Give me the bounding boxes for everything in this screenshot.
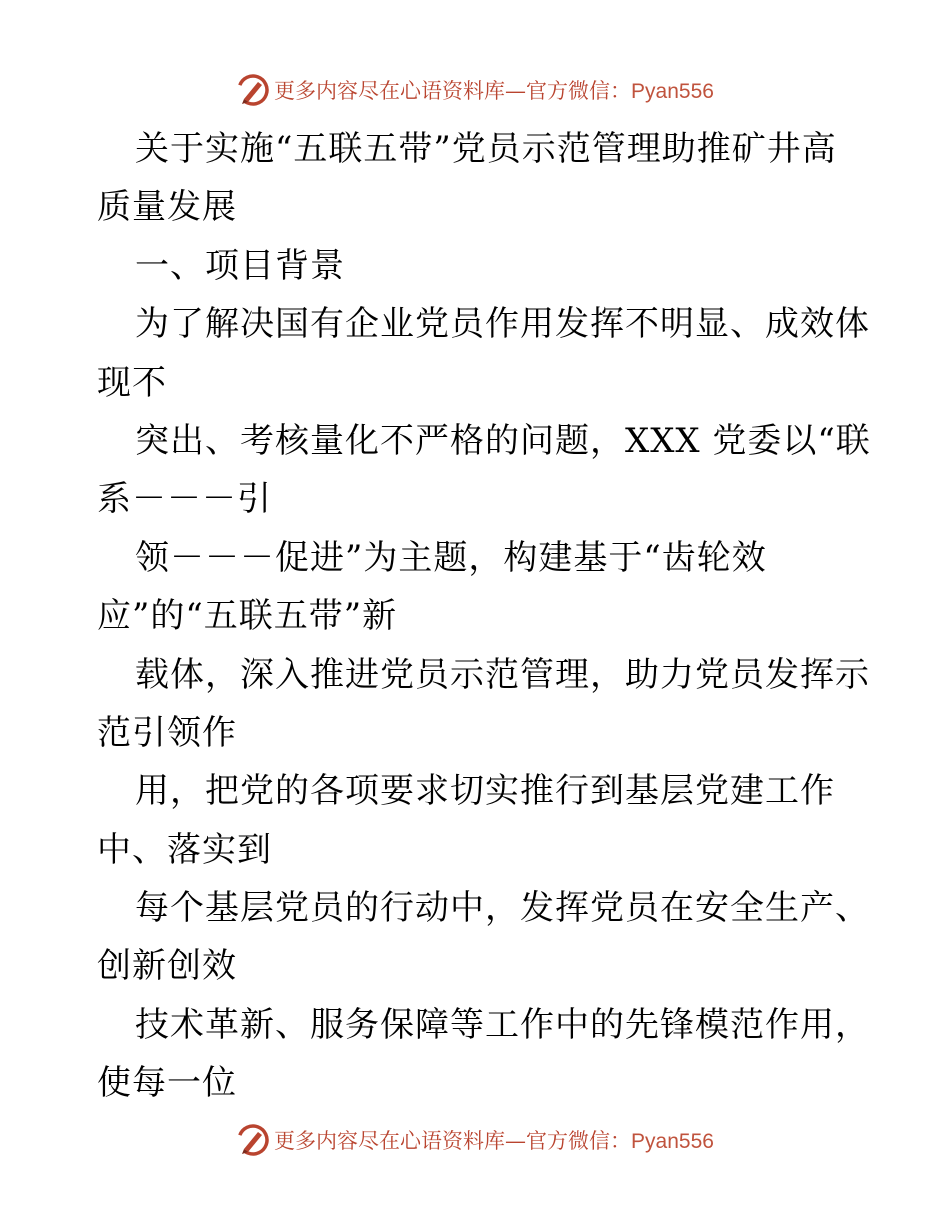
text-line: 每个基层党员的行动中，发挥党员在安全生产、 — [135, 888, 870, 929]
header-watermark-banner — [0, 70, 950, 110]
watermark-separator: — — [505, 79, 527, 103]
watermark-site: 更多内容尽在心语资料库 — [274, 1129, 506, 1153]
watermark-wechat-id: Pyan556 — [631, 1130, 714, 1153]
text-line: 中、落实到 — [97, 829, 272, 870]
text-line: 突出、考核量化不严格的问题，XXX 党委以“联 — [135, 420, 871, 461]
watermark-text — [274, 1125, 714, 1155]
watermark-official: 官方微信： — [526, 1129, 632, 1153]
text-line: 创新创效 — [97, 946, 237, 987]
text-line: 技术革新、服务保障等工作中的先锋模范作用， — [135, 1004, 870, 1045]
text-line: 一、项目背景 — [135, 245, 345, 286]
text-line: 关于实施“五联五带”党员示范管理助推矿井高 — [135, 129, 837, 169]
pen-logo-icon — [236, 73, 270, 107]
text-line: 领－－－促进”为主题，构建基于“齿轮效 — [135, 537, 767, 578]
text-line: 范引领作 — [97, 712, 237, 753]
text-line: 现不 — [97, 362, 167, 403]
text-line: 系－－－引 — [97, 479, 272, 520]
text-line: 用，把党的各项要求切实推行到基层党建工作 — [135, 771, 835, 812]
text-line: 应”的“五联五带”新 — [97, 596, 398, 637]
text-line: 载体，深入推进党员示范管理，助力党员发挥示 — [135, 654, 870, 695]
text-line: 质量发展 — [97, 187, 237, 228]
watermark-wechat-id: Pyan556 — [631, 80, 714, 103]
watermark-text — [274, 75, 714, 105]
watermark-official: 官方微信： — [526, 79, 632, 103]
text-line: 为了解决国有企业党员作用发挥不明显、成效体 — [135, 304, 870, 345]
document-body — [97, 120, 871, 1113]
text-line: 使每一位 — [97, 1063, 237, 1104]
footer-watermark-banner — [0, 1120, 950, 1160]
watermark-site: 更多内容尽在心语资料库 — [274, 79, 506, 103]
pen-logo-icon — [236, 1123, 270, 1157]
watermark-separator: — — [505, 1129, 527, 1153]
